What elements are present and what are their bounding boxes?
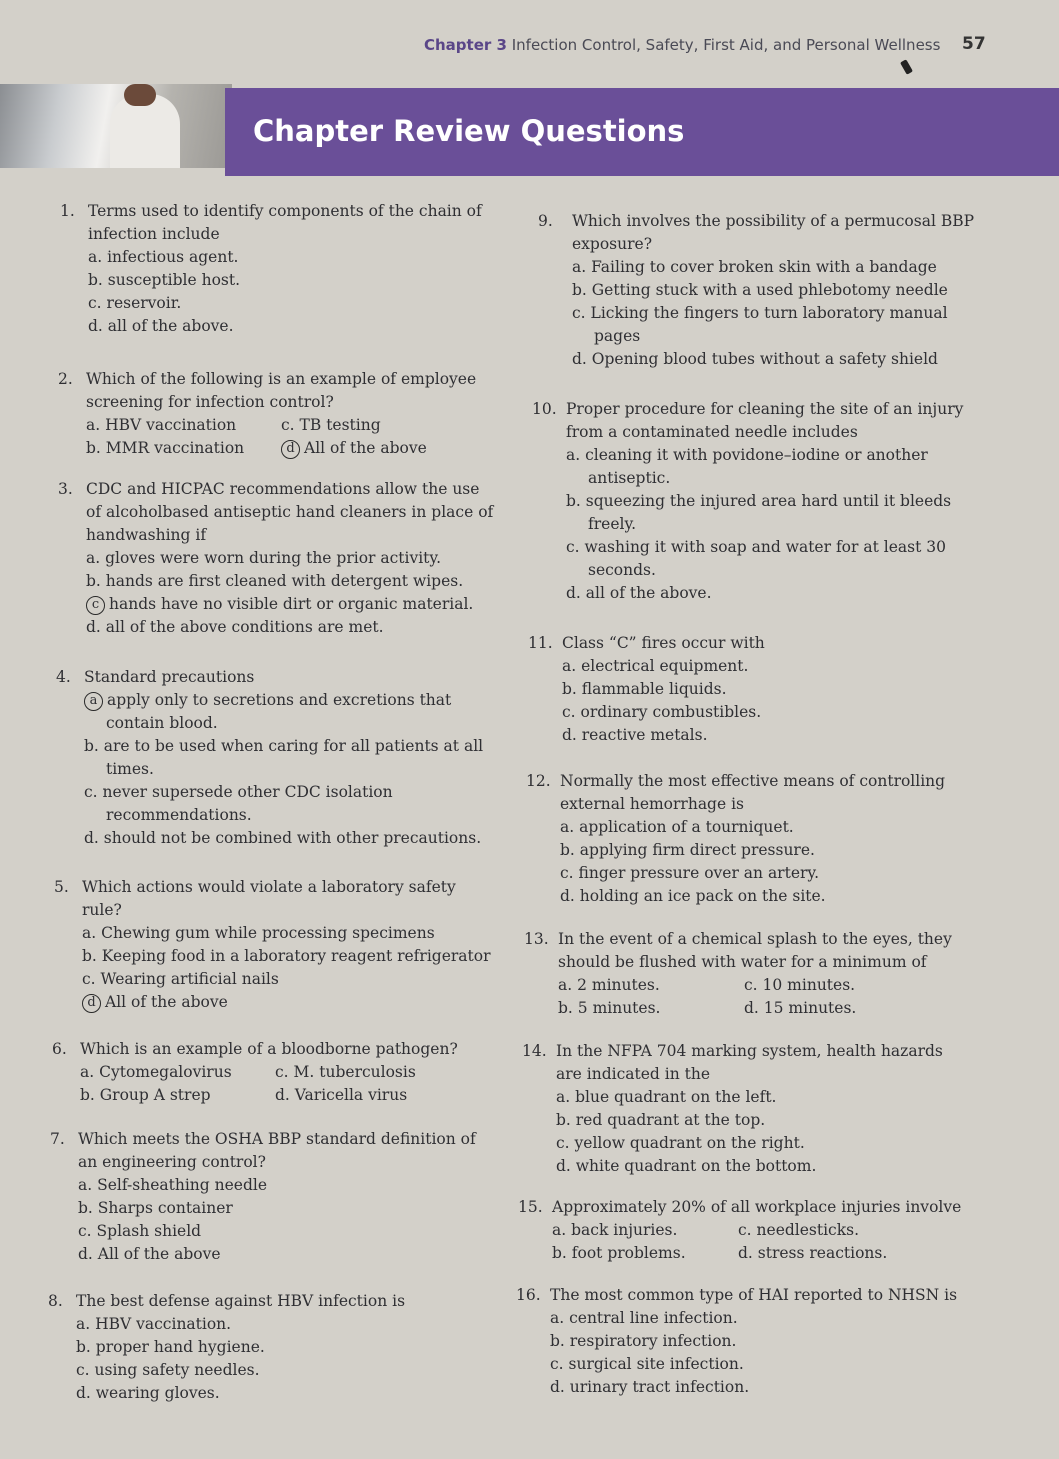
question-number: 5. (54, 878, 69, 896)
answer-option: b. are to be used when caring for all patients at all times. (84, 737, 484, 778)
lab-photo (0, 84, 232, 168)
answer-option: a. HBV vaccination (86, 416, 237, 434)
answer-option: d. all of the above. (88, 317, 234, 335)
answer-option: b. MMR vaccination (86, 439, 245, 457)
question-stem: In the event of a chemical splash to the eyes, they should be flushed with water for a minimum of (558, 930, 952, 971)
answer-option: c. Licking the fingers to turn laboratory manual pages (572, 304, 948, 345)
answer-option: c. reservoir. (88, 294, 182, 312)
answer-option: b. hands are first cleaned with detergent wipes. (86, 572, 464, 590)
answer-row (80, 1084, 492, 1107)
question-stem: The best defense against HBV infection is (76, 1292, 406, 1310)
answer-option: c. TB testing (281, 416, 381, 434)
question-number: 8. (48, 1292, 63, 1310)
answer-option-marked: d All of the above (281, 437, 427, 460)
question-number: 6. (52, 1040, 67, 1058)
question-10 (532, 398, 977, 605)
answer-row (86, 414, 498, 437)
answer-option: b. Group A strep (80, 1086, 211, 1104)
question-stem: Which is an example of a bloodborne pathogen? (80, 1040, 458, 1058)
question-stem: Standard precautions (84, 668, 255, 686)
chapter-title: Infection Control, Safety, First Aid, and Personal Wellness (511, 36, 941, 54)
circled-letter: c (86, 596, 105, 615)
question-8 (48, 1290, 488, 1405)
question-stem: Class “C” fires occur with (562, 634, 765, 652)
answer-option: c. M. tuberculosis (275, 1063, 416, 1081)
circled-letter: d (281, 440, 300, 459)
answer-option: a. 2 minutes. (558, 976, 660, 994)
question-stem: In the NFPA 704 marking system, health hazards are indicated in the (556, 1042, 943, 1083)
circled-letter: d (82, 994, 101, 1013)
answer-option: c. 10 minutes. (744, 976, 856, 994)
question-number: 14. (522, 1042, 547, 1060)
question-number: 4. (56, 668, 71, 686)
answer-option: b. 5 minutes. (558, 999, 661, 1017)
answer-option: b. susceptible host. (88, 271, 241, 289)
question-5 (54, 876, 494, 1014)
answer-option: d. Varicella virus (275, 1086, 408, 1104)
answer-option: c. using safety needles. (76, 1361, 260, 1379)
answer-option: c. ordinary combustibles. (562, 703, 762, 721)
page-number: 57 (962, 34, 986, 54)
answer-option: d. reactive metals. (562, 726, 708, 744)
question-stem: Which actions would violate a laboratory safety rule? (82, 878, 456, 919)
question-stem: Proper procedure for cleaning the site of an injury from a contaminated needle includes (566, 400, 964, 441)
chapter-label: Chapter 3 (424, 36, 507, 54)
answer-option: a. HBV vaccination. (76, 1315, 232, 1333)
question-stem: Which meets the OSHA BBP standard definition of an engineering control? (78, 1130, 476, 1171)
answer-option: d. should not be combined with other precautions. (84, 829, 482, 847)
answer-option: b. applying firm direct pressure. (560, 841, 815, 859)
question-13 (524, 928, 964, 1020)
answer-row (558, 997, 964, 1020)
question-15 (518, 1196, 968, 1265)
answer-option: c. surgical site infection. (550, 1355, 744, 1373)
question-3 (58, 478, 498, 639)
answer-option: d. All of the above (78, 1245, 221, 1263)
answer-option: a. Cytomegalovirus (80, 1063, 232, 1081)
question-2 (58, 368, 498, 460)
question-16 (516, 1284, 966, 1399)
answer-option: a. blue quadrant on the left. (556, 1088, 777, 1106)
section-title: Chapter Review Questions (253, 114, 685, 148)
answer-option: a. infectious agent. (88, 248, 239, 266)
answer-option: c. needlesticks. (738, 1221, 860, 1239)
answer-option: c. yellow quadrant on the right. (556, 1134, 805, 1152)
answer-option-marked: d All of the above (82, 991, 494, 1014)
answer-option: d. holding an ice pack on the site. (560, 887, 826, 905)
answer-option: b. red quadrant at the top. (556, 1111, 766, 1129)
answer-option: d. wearing gloves. (76, 1384, 220, 1402)
answer-option: d. all of the above. (566, 584, 712, 602)
question-stem: CDC and HICPAC recommendations allow the use of alcoholbased antiseptic hand cleaners in place of handwashing if (86, 480, 494, 544)
answer-option: b. squeezing the injured area hard until it bleeds freely. (566, 492, 952, 533)
answer-option: b. Getting stuck with a used phlebotomy needle (572, 281, 948, 299)
answer-option: c. never supersede other CDC isolation recommendations. (84, 783, 393, 824)
question-stem: Normally the most effective means of controlling external hemorrhage is (560, 772, 946, 813)
answer-row (80, 1061, 492, 1084)
answer-option: a. Chewing gum while processing specimens (82, 924, 435, 942)
question-6 (52, 1038, 492, 1107)
question-1 (60, 200, 500, 338)
answer-option: b. flammable liquids. (562, 680, 727, 698)
question-number: 3. (58, 480, 73, 498)
answer-option: a. gloves were worn during the prior activity. (86, 549, 442, 567)
question-stem: The most common type of HAI reported to NHSN is (550, 1286, 958, 1304)
answer-option: a. Self-sheathing needle (78, 1176, 267, 1194)
answer-option: b. respiratory infection. (550, 1332, 737, 1350)
question-number: 13. (524, 930, 549, 948)
answer-option: d. stress reactions. (738, 1244, 888, 1262)
answer-option: b. Keeping food in a laboratory reagent refrigerator (82, 947, 491, 965)
answer-option: c. Splash shield (78, 1222, 202, 1240)
question-stem: Terms used to identify components of the chain of infection include (88, 202, 482, 243)
question-4 (56, 666, 496, 850)
answer-option: c. finger pressure over an artery. (560, 864, 820, 882)
question-number: 11. (528, 634, 553, 652)
question-7 (50, 1128, 490, 1266)
answer-option: a. central line infection. (550, 1309, 738, 1327)
question-number: 16. (516, 1286, 541, 1304)
question-number: 2. (58, 370, 73, 388)
answer-option-marked: c hands have no visible dirt or organic material. (86, 593, 498, 616)
question-stem: Which involves the possibility of a permucosal BBP exposure? (572, 212, 975, 253)
question-number: 9. (538, 212, 553, 230)
answer-option-marked: a apply only to secretions and excretions that contain blood. (84, 689, 496, 735)
answer-option: b. foot problems. (552, 1244, 686, 1262)
answer-row (558, 974, 964, 997)
answer-option: b. Sharps container (78, 1199, 233, 1217)
answer-option: d. 15 minutes. (744, 999, 857, 1017)
question-14 (522, 1040, 962, 1178)
section-banner (225, 88, 1059, 176)
answer-option: d. urinary tract infection. (550, 1378, 750, 1396)
question-12 (526, 770, 966, 908)
circled-letter: a (84, 692, 103, 711)
question-stem: Approximately 20% of all workplace injuries involve (552, 1198, 962, 1216)
answer-option: c. washing it with soap and water for at least 30 seconds. (566, 538, 946, 579)
running-header (424, 36, 940, 54)
answer-row (86, 437, 498, 460)
question-number: 10. (532, 400, 557, 418)
answer-row (552, 1219, 968, 1242)
pen-mark (900, 59, 913, 75)
question-9 (538, 210, 978, 371)
answer-option: a. Failing to cover broken skin with a bandage (572, 258, 937, 276)
question-number: 12. (526, 772, 551, 790)
question-number: 1. (60, 202, 75, 220)
head-shape (124, 84, 156, 106)
answer-option: a. cleaning it with povidone–iodine or another antiseptic. (566, 446, 928, 487)
question-number: 7. (50, 1130, 65, 1148)
answer-row (552, 1242, 968, 1265)
answer-option: a. application of a tourniquet. (560, 818, 794, 836)
answer-option: c. Wearing artificial nails (82, 970, 279, 988)
answer-option: d. white quadrant on the bottom. (556, 1157, 817, 1175)
answer-option: b. proper hand hygiene. (76, 1338, 265, 1356)
answer-option: d. Opening blood tubes without a safety shield (572, 350, 938, 368)
question-number: 15. (518, 1198, 543, 1216)
question-stem: Which of the following is an example of employee screening for infection control? (86, 370, 477, 411)
answer-option: d. all of the above conditions are met. (86, 618, 384, 636)
answer-option: a. back injuries. (552, 1221, 678, 1239)
question-11 (528, 632, 968, 747)
answer-option: a. electrical equipment. (562, 657, 749, 675)
